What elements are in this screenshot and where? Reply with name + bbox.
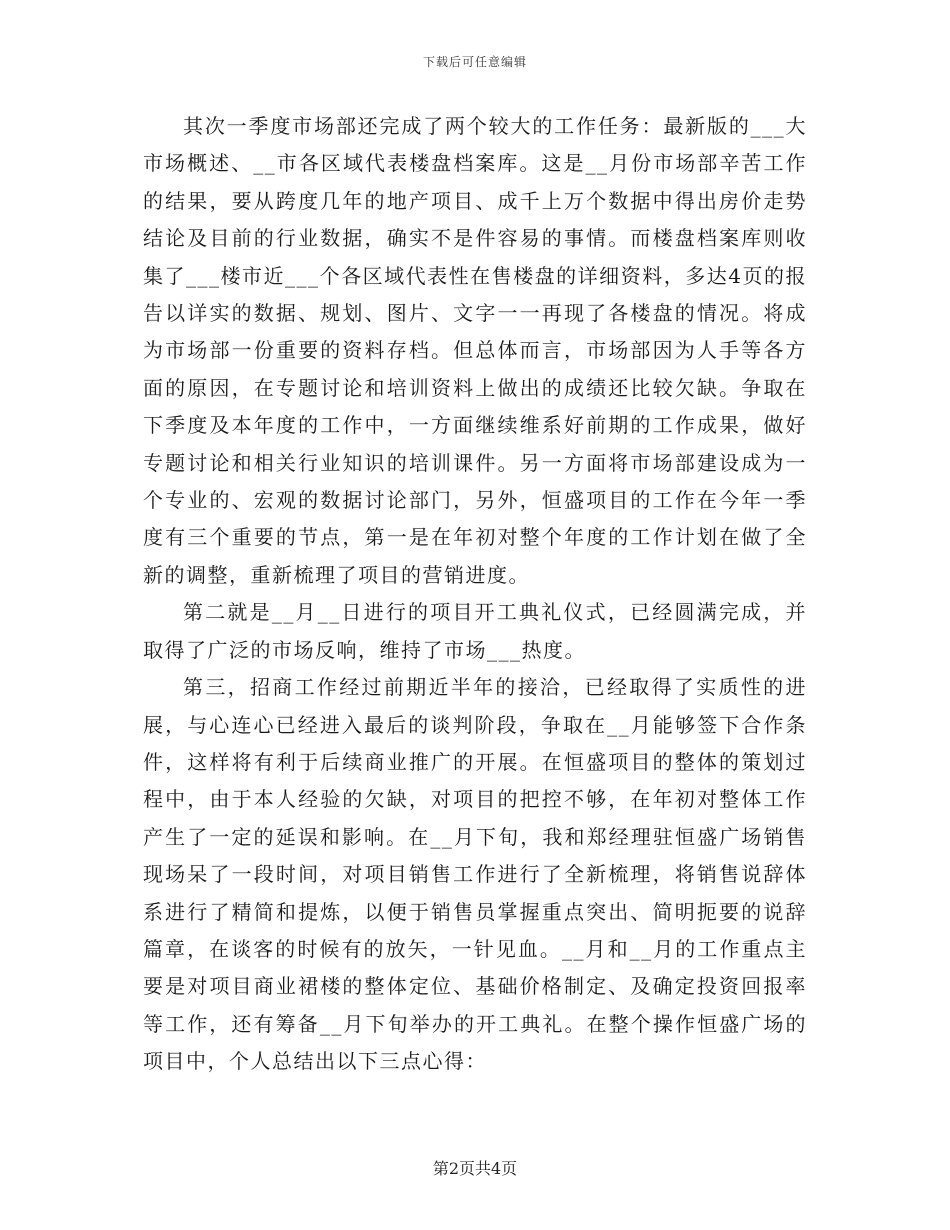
document-body xyxy=(143,108,807,1081)
page-header: 下载后可任意编辑 xyxy=(422,55,527,69)
paragraph-2: 第二就是__月__日进行的项目开工典礼仪式，已经圆满完成，并取得了广泛的市场反响，维持了市场___热度。 xyxy=(143,600,807,662)
paragraph-1: 其次一季度市场部还完成了两个较大的工作任务：最新版的___大市场概述、__市各区域代表楼盘档案库。这是__月份市场部辛苦工作的结果，要从跨度几年的地产项目、成千上万个数据中得出房价走势结论及目前的行业数据，确实不是件容易的事情。而楼盘档案库则收集了___楼市近___个各区域代表性在售楼盘的详细资料，多达4页的报告以详实的数据、规划、图片、文字一一再现了各楼盘的情况。将成为市场部一份重要的资料存档。但总体而言，市场部因为人手等各方面的原因，在专题讨论和培训资料上做出的成绩还比较欠缺。争取在下季度及本年度的工作中，一方面继续维系好前期的工作成果，做好专题讨论和相关行业知识的培训课件。另一方面将市场部建设成为一个专业的、宏观的数据讨论部门，另外，恒盛项目的工作在今年一季度有三个重要的节点，第一是在年初对整个年度的工作计划在做了全新的调整，重新梳理了项目的营销进度。 xyxy=(143,114,807,587)
page-footer: 第2页共4页 xyxy=(432,1159,518,1178)
paragraph-3: 第三，招商工作经过前期近半年的接洽，已经取得了实质性的进展，与心连心已经进入最后的谈判阶段，争取在__月能够签下合作条件，这样将有利于后续商业推广的开展。在恒盛项目的整体的策划过程中，由于本人经验的欠缺，对项目的把控不够，在年初对整体工作产生了一定的延误和影响。在__月下旬，我和郑经理驻恒盛广场销售现场呆了一段时间，对项目销售工作进行了全新梳理，将销售说辞体系进行了精简和提炼，以便于销售员掌握重点突出、简明扼要的说辞篇章，在谈客的时候有的放矢，一针见血。__月和__月的工作重点主要是对项目商业裙楼的整体定位、基础价格制定、及确定投资回报率等工作，还有筹备__月下旬举办的开工典礼。在整个操作恒盛广场的项目中，个人总结出以下三点心得： xyxy=(143,675,807,1074)
